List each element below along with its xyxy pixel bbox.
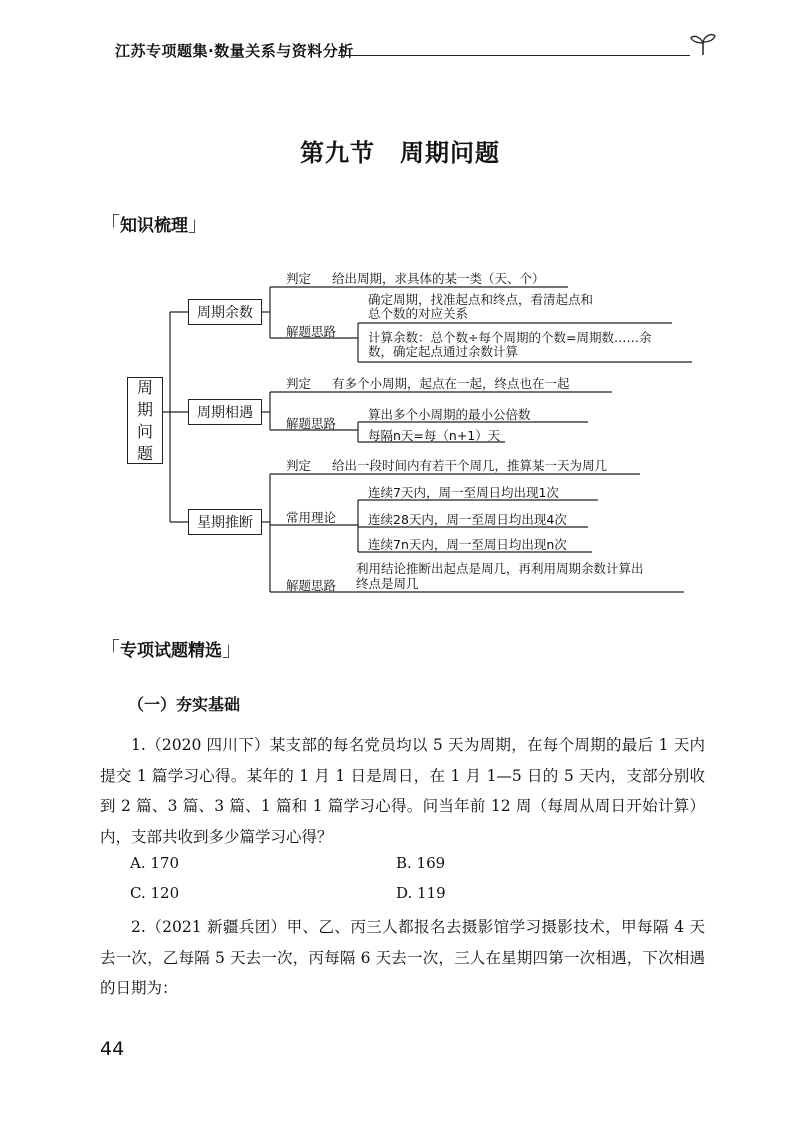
page-number: 44 (100, 1038, 125, 1060)
root-char: 周 (136, 377, 153, 397)
method-text (368, 331, 651, 359)
theory-line: 连续7n天内，周一至周日均出现n次 (368, 537, 567, 552)
theory-line: 连续7天内，周一至周日均出现1次 (368, 485, 559, 500)
subsection-heading: （一）夯实基础 (128, 695, 241, 714)
method-line: 算出多个小周期的最小公倍数 (368, 407, 531, 422)
judge-text: 给出周期，求具体的某一类（天、个） (332, 271, 545, 286)
method-line: 计算余数：总个数÷每个周期的个数=周期数……余 (368, 330, 652, 345)
root-char: 期 (136, 399, 153, 419)
method-label: 解题思路 (286, 578, 337, 593)
branch-xingqi-tuiduan: 星期推断 (188, 509, 262, 535)
branch-zhouqi-xiangyu: 周期相遇 (188, 399, 262, 425)
corner-bracket-close: 」 (188, 212, 208, 236)
judge-text: 给出一段时间内有若干个周几，推算某一天为周几 (332, 458, 608, 473)
option-a: A. 170 (130, 854, 179, 872)
corner-bracket-close: 」 (222, 637, 242, 661)
method-text (368, 293, 593, 321)
method-text (356, 561, 644, 591)
judge-text: 有多个小周期，起点在一起，终点也在一起 (332, 376, 570, 391)
method-label: 解题思路 (286, 416, 337, 431)
root-char: 题 (136, 443, 153, 463)
section-practice-heading (100, 633, 242, 662)
method-line: 每隔n天=每（n+1）天 (368, 428, 501, 443)
corner-bracket-open: 「 (100, 212, 120, 236)
method-line: 确定周期，找准起点和终点，看清起点和 (368, 292, 594, 307)
method-label: 解题思路 (286, 324, 337, 339)
option-c: C. 120 (130, 884, 180, 902)
judge-label: 判定 (286, 376, 312, 391)
question-1 (100, 730, 705, 852)
theory-line: 连续28天内，周一至周日均出现4次 (368, 512, 567, 527)
method-line: 利用结论推断出起点是周几，再利用周期余数计算出 (356, 561, 644, 576)
section-practice-label: 专项试题精选 (120, 641, 222, 661)
section-knowledge-label: 知识梳理 (120, 216, 188, 236)
root-char: 问 (136, 421, 153, 441)
judge-label: 判定 (286, 271, 312, 286)
running-header: 江苏专项题集·数量关系与资料分析 (115, 42, 354, 60)
mindmap-root (127, 377, 163, 464)
corner-bracket-open: 「 (100, 637, 120, 661)
method-line: 总个数的对应关系 (368, 306, 469, 321)
chapter-title: 第九节 周期问题 (300, 139, 500, 167)
option-d: D. 119 (396, 884, 446, 902)
question-2 (100, 912, 705, 1004)
method-line: 数，确定起点通过余数计算 (368, 344, 519, 359)
theory-label: 常用理论 (286, 510, 337, 525)
option-b: B. 169 (396, 854, 446, 872)
question-1-text: 1.（2020 四川下）某支部的每名党员均以 5 天为周期，在每个周期的最后 1 天内提交 1 篇学习心得。某年的 1 月 1 日是周日，在 1 月 1—5 日的 5 天内，支部分别收到 2 篇、3 篇、3 篇、1 篇和 1 篇学习心得。问当年前 12 周（每周从周日开始计算）内，支部共收到多少篇学习心得？ (100, 736, 705, 846)
question-2-text: 2.（2021 新疆兵团）甲、乙、丙三人都报名去摄影馆学习摄影技术，甲每隔 4 天去一次，乙每隔 5 天去一次，丙每隔 6 天去一次，三人在星期四第一次相遇，下次相遇的日期为： (100, 918, 705, 997)
branch-zhouqi-yushu: 周期余数 (188, 299, 262, 325)
method-line: 终点是周几 (356, 576, 419, 591)
judge-label: 判定 (286, 458, 312, 473)
